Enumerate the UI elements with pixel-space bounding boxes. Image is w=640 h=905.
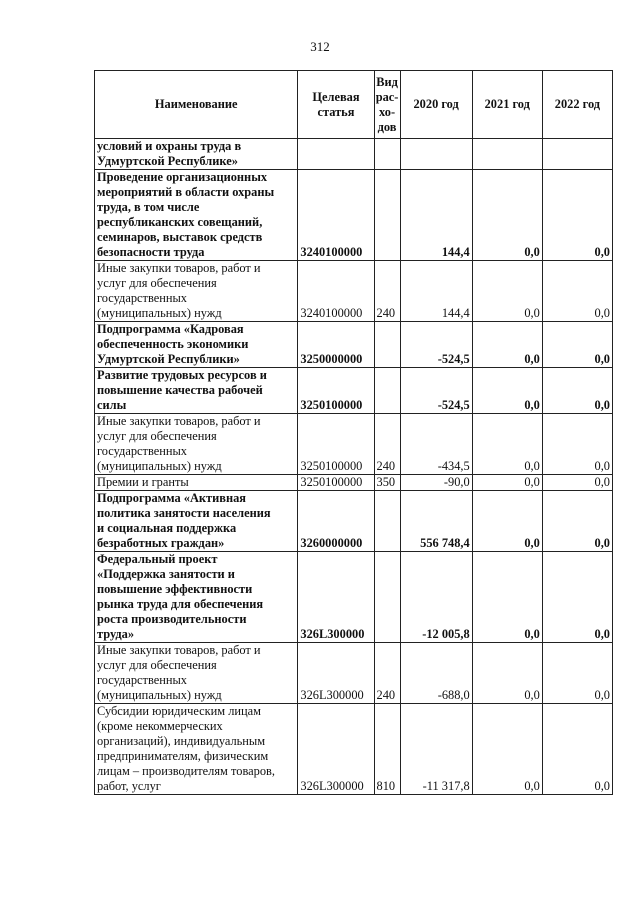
row-2021: 0,0 — [472, 491, 542, 552]
row-2022: 0,0 — [542, 414, 612, 475]
row-name-line: предпринимателям, физическим — [97, 749, 269, 763]
row-name-line: работ, услуг — [97, 779, 161, 793]
row-2020: -688,0 — [400, 643, 472, 704]
row-name-line: Иные закупки товаров, работ и — [97, 643, 261, 657]
row-kind: 810 — [374, 704, 400, 795]
row-kind — [374, 552, 400, 643]
header-kind — [374, 71, 400, 139]
row-2022: 0,0 — [542, 322, 612, 368]
row-name — [95, 491, 298, 552]
row-kind — [374, 491, 400, 552]
header-kind-line: дов — [377, 119, 397, 134]
row-kind: 240 — [374, 261, 400, 322]
row-name — [95, 170, 298, 261]
row-2021: 0,0 — [472, 704, 542, 795]
row-2021: 0,0 — [472, 368, 542, 414]
row-name-line: повышение эффективности — [97, 582, 253, 596]
row-name-line: политика занятости населения — [97, 506, 271, 520]
row-name-line: Федеральный проект — [97, 552, 218, 566]
row-2022: 0,0 — [542, 261, 612, 322]
row-kind — [374, 322, 400, 368]
row-2022: 0,0 — [542, 643, 612, 704]
row-kind: 240 — [374, 643, 400, 704]
row-name-line: организаций), индивидуальным — [97, 734, 266, 748]
row-code: 3240100000 — [298, 170, 374, 261]
row-name-line: услуг для обеспечения — [97, 276, 217, 290]
row-2022: 0,0 — [542, 475, 612, 491]
row-2020: -11 317,8 — [400, 704, 472, 795]
row-2020: 556 748,4 — [400, 491, 472, 552]
row-name-line: Субсидии юридическим лицам — [97, 704, 262, 718]
row-2021: 0,0 — [472, 414, 542, 475]
row-code: 326L300000 — [298, 643, 374, 704]
row-name — [95, 322, 298, 368]
header-code-line: статья — [317, 104, 355, 119]
row-name-line: и социальная поддержка — [97, 521, 237, 535]
row-kind — [374, 368, 400, 414]
row-name — [95, 552, 298, 643]
row-name — [95, 368, 298, 414]
row-2021: 0,0 — [472, 643, 542, 704]
row-name — [95, 475, 298, 491]
row-2022: 0,0 — [542, 552, 612, 643]
row-name-line: труда, в том числе — [97, 200, 200, 214]
row-name-line: (муниципальных) нужд — [97, 459, 222, 473]
row-name-line: услуг для обеспечения — [97, 658, 217, 672]
row-2020: -434,5 — [400, 414, 472, 475]
row-2021: 0,0 — [472, 170, 542, 261]
row-name-line: Проведение организационных — [97, 170, 268, 184]
page-number: 312 — [310, 39, 330, 54]
row-name-line: Подпрограмма «Кадровая — [97, 322, 244, 336]
table-body — [95, 139, 613, 795]
row-name-line: услуг для обеспечения — [97, 429, 217, 443]
row-2020: -524,5 — [400, 368, 472, 414]
row-code: 3250100000 — [298, 368, 374, 414]
row-name — [95, 643, 298, 704]
row-name-line: роста производительности — [97, 612, 247, 626]
table-row — [95, 552, 613, 643]
row-name-line: Удмуртской Республики» — [97, 352, 240, 366]
row-code: 326L300000 — [298, 552, 374, 643]
header-2021: 2021 год — [472, 71, 542, 139]
row-code — [298, 139, 374, 170]
row-name-line: Премии и гранты — [97, 475, 189, 489]
row-2021 — [472, 139, 542, 170]
row-code: 3240100000 — [298, 261, 374, 322]
row-name-line: государственных — [97, 673, 188, 687]
row-name-line: (кроме некоммерческих — [97, 719, 223, 733]
table-header-row — [95, 71, 613, 139]
row-2021: 0,0 — [472, 261, 542, 322]
row-2020: -90,0 — [400, 475, 472, 491]
table-row — [95, 170, 613, 261]
header-2020: 2020 год — [400, 71, 472, 139]
header-code-line: Целевая — [312, 89, 360, 104]
row-name — [95, 704, 298, 795]
row-2020: 144,4 — [400, 261, 472, 322]
row-kind: 240 — [374, 414, 400, 475]
row-name — [95, 261, 298, 322]
row-name-line: (муниципальных) нужд — [97, 688, 222, 702]
row-name-line: Иные закупки товаров, работ и — [97, 414, 261, 428]
row-name-line: (муниципальных) нужд — [97, 306, 222, 320]
row-name — [95, 414, 298, 475]
row-name-line: Развитие трудовых ресурсов и — [97, 368, 267, 382]
row-code: 326L300000 — [298, 704, 374, 795]
table-row — [95, 261, 613, 322]
row-2021: 0,0 — [472, 552, 542, 643]
row-name-line: государственных — [97, 291, 188, 305]
row-name-line: силы — [97, 398, 127, 412]
table-row — [95, 491, 613, 552]
row-2020: 144,4 — [400, 170, 472, 261]
budget-table — [94, 70, 613, 795]
row-name-line: обеспеченность экономики — [97, 337, 249, 351]
row-name-line: лицам – производителям товаров, — [97, 764, 275, 778]
row-name-line: Иные закупки товаров, работ и — [97, 261, 261, 275]
row-2022: 0,0 — [542, 704, 612, 795]
header-kind-line: Вид — [376, 74, 398, 89]
row-name-line: «Поддержка занятости и — [97, 567, 235, 581]
table-row — [95, 643, 613, 704]
row-name-line: безопасности труда — [97, 245, 205, 259]
row-kind — [374, 139, 400, 170]
row-kind — [374, 170, 400, 261]
table-row — [95, 322, 613, 368]
row-name-line: Удмуртской Республике» — [97, 154, 238, 168]
row-code: 3250100000 — [298, 475, 374, 491]
table-row — [95, 139, 613, 170]
row-code: 3250100000 — [298, 414, 374, 475]
row-2020: -524,5 — [400, 322, 472, 368]
header-name: Наименование — [95, 71, 298, 139]
row-2022: 0,0 — [542, 368, 612, 414]
row-code: 3260000000 — [298, 491, 374, 552]
row-code: 3250000000 — [298, 322, 374, 368]
row-name-line: семинаров, выставок средств — [97, 230, 263, 244]
row-2021: 0,0 — [472, 322, 542, 368]
row-2021: 0,0 — [472, 475, 542, 491]
row-name-line: рынка труда для обеспечения — [97, 597, 264, 611]
row-name-line: государственных — [97, 444, 188, 458]
row-name-line: республиканских совещаний, — [97, 215, 263, 229]
row-2020: -12 005,8 — [400, 552, 472, 643]
row-name-line: безработных граждан» — [97, 536, 225, 550]
row-name-line: условий и охраны труда в — [97, 139, 242, 153]
header-kind-line: рас- — [375, 89, 399, 104]
table-row — [95, 704, 613, 795]
table-row — [95, 414, 613, 475]
row-2020 — [400, 139, 472, 170]
header-kind-line: хо- — [379, 104, 396, 119]
row-name-line: повышение качества рабочей — [97, 383, 263, 397]
row-name — [95, 139, 298, 170]
table-row — [95, 368, 613, 414]
row-name-line: Подпрограмма «Активная — [97, 491, 247, 505]
row-2022 — [542, 139, 612, 170]
row-name-line: мероприятий в области охраны — [97, 185, 275, 199]
table-row — [95, 475, 613, 491]
row-name-line: труда» — [97, 627, 135, 641]
row-kind: 350 — [374, 475, 400, 491]
row-2022: 0,0 — [542, 170, 612, 261]
header-2022: 2022 год — [542, 71, 612, 139]
header-code — [298, 71, 374, 139]
row-2022: 0,0 — [542, 491, 612, 552]
